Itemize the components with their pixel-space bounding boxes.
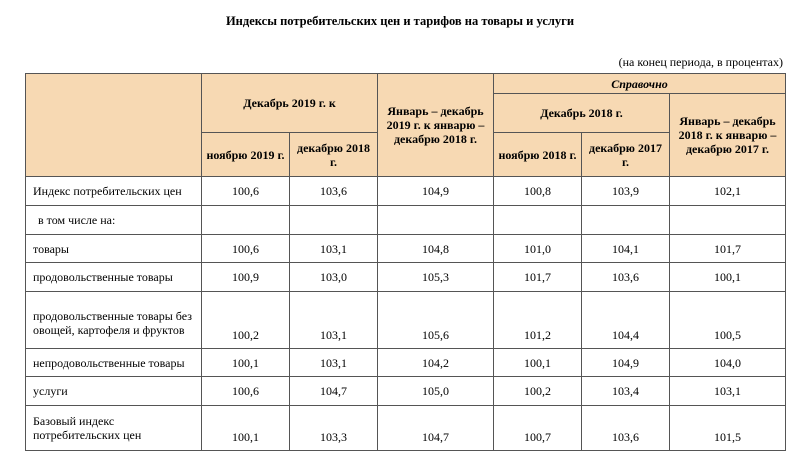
table-cell: 100,1 [202,406,290,451]
table-cell: 105,6 [378,292,494,349]
table-cell: 100,9 [202,263,290,292]
table-cell: 104,9 [582,349,670,377]
table-row [26,292,786,349]
header-jan-dec-2018: Январь – декабрь 2018 г. к январю – декабрю 2017 г. [670,94,786,177]
table-cell: 103,0 [290,263,378,292]
table-row [26,349,786,377]
cpi-table [25,73,786,451]
table-title: Индексы потребительских цен и тарифов на товары и услуги [225,14,575,28]
table-row [26,177,786,206]
row-label: в том числе на: [26,206,202,235]
header-dec2019: Декабрь 2019 г. к [202,74,378,133]
table-cell: 100,6 [202,177,290,206]
row-label: Индекс потребительских цен [26,177,202,206]
table-cell: 103,6 [582,406,670,451]
header-empty-cell [26,74,202,177]
header-dec2017: декабрю 2017 г. [582,133,670,177]
header-reference: Справочно [494,74,786,94]
table-row [26,377,786,406]
table-cell: 104,4 [582,292,670,349]
table-cell: 101,0 [494,235,582,263]
table-cell [582,206,670,235]
table-cell: 103,6 [290,177,378,206]
table-cell: 104,2 [378,349,494,377]
header-dec2018-ref: Декабрь 2018 г. [494,94,670,133]
row-label: Базовый индекс потребительских цен [26,406,202,451]
table-cell: 100,2 [202,292,290,349]
row-label: услуги [26,377,202,406]
table-cell: 103,3 [290,406,378,451]
table-cell: 105,0 [378,377,494,406]
table-cell: 101,5 [670,406,786,451]
table-cell: 101,2 [494,292,582,349]
table-cell: 105,3 [378,263,494,292]
table-cell [494,206,582,235]
table-cell: 103,1 [290,235,378,263]
table-cell: 103,6 [582,263,670,292]
unit-note: (на конец периода, в процентах) [618,55,783,69]
table-cell [670,206,786,235]
table-cell: 104,9 [378,177,494,206]
table-cell: 103,4 [582,377,670,406]
table-row [26,263,786,292]
table-cell: 100,7 [494,406,582,451]
table-cell: 103,1 [290,292,378,349]
header-jan-dec-2019: Январь – декабрь 2019 г. к январю – декабрю 2018 г. [378,74,494,177]
table-cell: 104,0 [670,349,786,377]
row-label: непродовольственные товары [26,349,202,377]
table-cell: 104,7 [290,377,378,406]
table-cell: 103,1 [290,349,378,377]
table-cell: 100,1 [494,349,582,377]
table-cell [378,206,494,235]
table-cell: 100,8 [494,177,582,206]
table-row [26,206,786,235]
table-cell: 100,1 [202,349,290,377]
table-cell: 103,1 [670,377,786,406]
table-cell [290,206,378,235]
header-nov2019: ноябрю 2019 г. [202,133,290,177]
table-cell: 100,6 [202,377,290,406]
table-row [26,235,786,263]
table-cell: 103,9 [582,177,670,206]
table-cell: 100,2 [494,377,582,406]
row-label: продовольственные товары без овощей, картофеля и фруктов [26,292,202,349]
table-cell: 104,1 [582,235,670,263]
row-label: продовольственные товары [26,263,202,292]
header-dec2018: декабрю 2018 г. [290,133,378,177]
table-cell: 104,7 [378,406,494,451]
table-cell: 100,6 [202,235,290,263]
table-cell: 104,8 [378,235,494,263]
table-row [26,406,786,451]
table-cell [202,206,290,235]
header-nov2018: ноябрю 2018 г. [494,133,582,177]
row-label: товары [26,235,202,263]
table-cell: 102,1 [670,177,786,206]
table-cell: 101,7 [494,263,582,292]
table-cell: 100,1 [670,263,786,292]
table-cell: 100,5 [670,292,786,349]
table-cell: 101,7 [670,235,786,263]
